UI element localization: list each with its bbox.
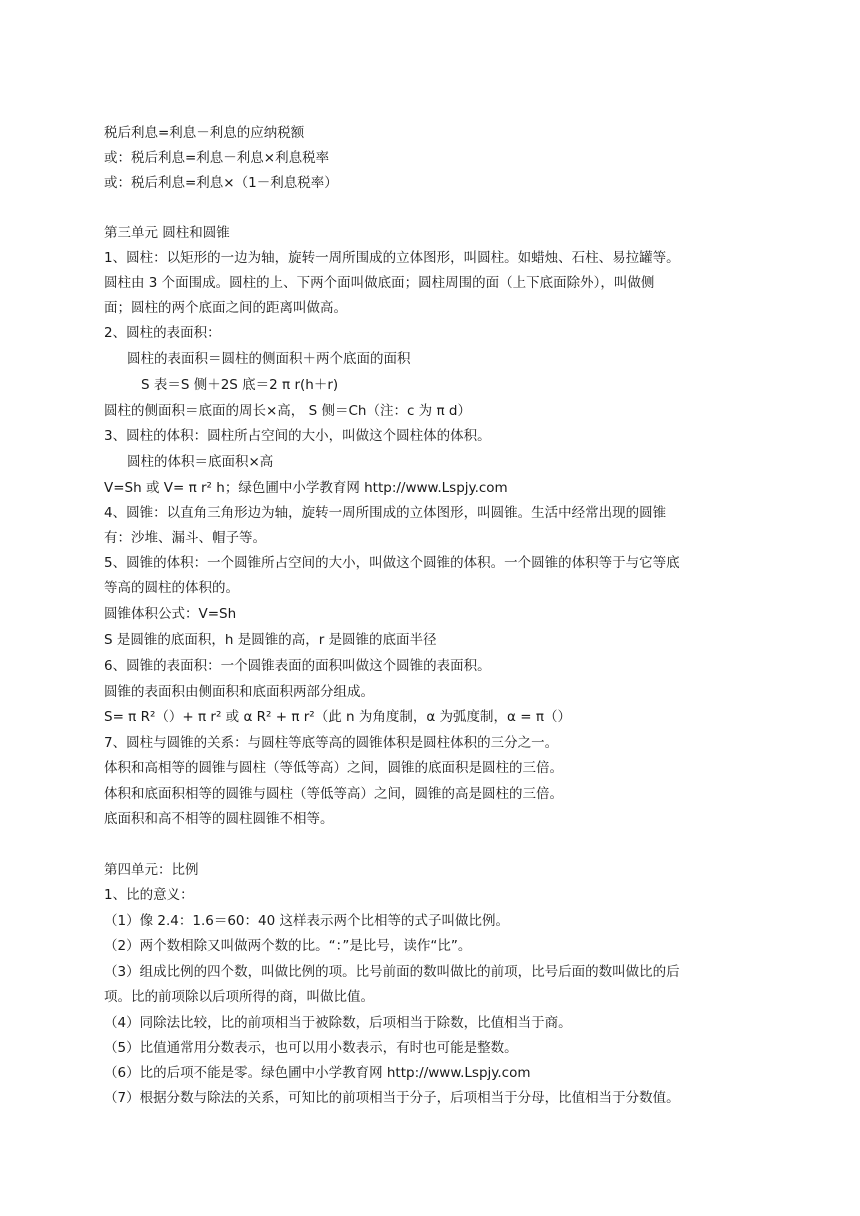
- text-line: 圆柱由 3 个面围成。圆柱的上、下两个面叫做底面；圆柱周围的面（上下底面除外），叫做侧: [104, 275, 655, 291]
- formula-line: S 表＝S 侧＋2S 底＝2 π r(h＋r): [141, 377, 339, 393]
- formula-line: 圆柱的体积＝底面积×高: [127, 454, 274, 470]
- text-line: 有：沙堆、漏斗、帽子等。: [104, 530, 266, 546]
- text-line: 2、圆柱的表面积：: [104, 325, 221, 341]
- section-heading: 第四单元：比例: [104, 862, 199, 878]
- text-line: 底面积和高不相等的圆柱圆锥不相等。: [104, 811, 334, 827]
- text-line: 等高的圆柱的体积的。: [104, 580, 239, 596]
- text-line: 体积和底面积相等的圆锥与圆柱（等低等高）之间，圆锥的高是圆柱的三倍。: [104, 786, 563, 802]
- text-line: 或：税后利息=利息－利息×利息税率: [104, 150, 330, 166]
- text-line: 圆锥体积公式：V=Sh: [104, 606, 237, 622]
- list-item: （4）同除法比较，比的前项相当于被除数，后项相当于除数，比值相当于商。: [104, 1015, 572, 1031]
- list-item: （5）比值通常用分数表示，也可以用小数表示，有时也可能是整数。: [104, 1040, 518, 1056]
- list-item: （3）组成比例的四个数，叫做比例的项。比号前面的数叫做比的前项，比号后面的数叫做比的后: [104, 964, 680, 980]
- list-item: （7）根据分数与除法的关系，可知比的前项相当于分子，后项相当于分母，比值相当于分数值。: [104, 1090, 680, 1106]
- text-line: 7、圆柱与圆锥的关系：与圆柱等底等高的圆锥体积是圆柱体积的三分之一。: [104, 735, 559, 751]
- list-item: （6）比的后项不能是零。绿色圃中小学教育网 http://www.Lspjy.com: [104, 1065, 531, 1081]
- list-item: （1）像 2.4：1.6＝60：40 这样表示两个比相等的式子叫做比例。: [104, 913, 509, 929]
- section-heading: 第三单元 圆柱和圆锥: [104, 225, 230, 241]
- text-line: 圆柱的侧面积＝底面的周长×高， S 侧＝Ch（注：c 为 π d）: [104, 403, 471, 419]
- text-line: 5、圆锥的体积：一个圆锥所占空间的大小，叫做这个圆锥的体积。一个圆锥的体积等于与它等底: [104, 555, 680, 571]
- list-item-continuation: 项。比的前项除以后项所得的商，叫做比值。: [104, 989, 374, 1005]
- formula-line: 圆柱的表面积＝圆柱的侧面积＋两个底面的面积: [127, 351, 411, 367]
- text-line: 1、比的意义：: [104, 887, 194, 903]
- text-line: V=Sh 或 V= π r² h；绿色圃中小学教育网 http://www.Lspjy.com: [104, 480, 508, 496]
- text-line: 体积和高相等的圆锥与圆柱（等低等高）之间，圆锥的底面积是圆柱的三倍。: [104, 760, 563, 776]
- list-item: （2）两个数相除又叫做两个数的比。“：”是比号，读作“比”。: [104, 938, 472, 954]
- text-line: 圆锥的表面积由侧面积和底面积两部分组成。: [104, 684, 374, 700]
- text-line: 4、圆锥：以直角三角形边为轴，旋转一周所围成的立体图形，叫圆锥。生活中经常出现的圆锥: [104, 505, 667, 521]
- text-line: 3、圆柱的体积：圆柱所占空间的大小，叫做这个圆柱体的体积。: [104, 428, 491, 444]
- text-line: 6、圆锥的表面积：一个圆锥表面的面积叫做这个圆锥的表面积。: [104, 658, 491, 674]
- text-line: 税后利息=利息－利息的应纳税额: [104, 125, 305, 141]
- text-line: 1、圆柱：以矩形的一边为轴，旋转一周所围成的立体图形，叫圆柱。如蜡烛、石柱、易拉罐等。: [104, 250, 680, 266]
- text-line: 面；圆柱的两个底面之间的距离叫做高。: [104, 300, 347, 316]
- text-line: S 是圆锥的底面积，h 是圆锥的高，r 是圆锥的底面半径: [104, 632, 437, 648]
- text-line: 或：税后利息=利息×（1－利息税率）: [104, 175, 338, 191]
- formula-line: S= π R²（）+ π r² 或 α R² + π r²（此 n 为角度制，α 为弧度制，α = π（）: [104, 709, 571, 725]
